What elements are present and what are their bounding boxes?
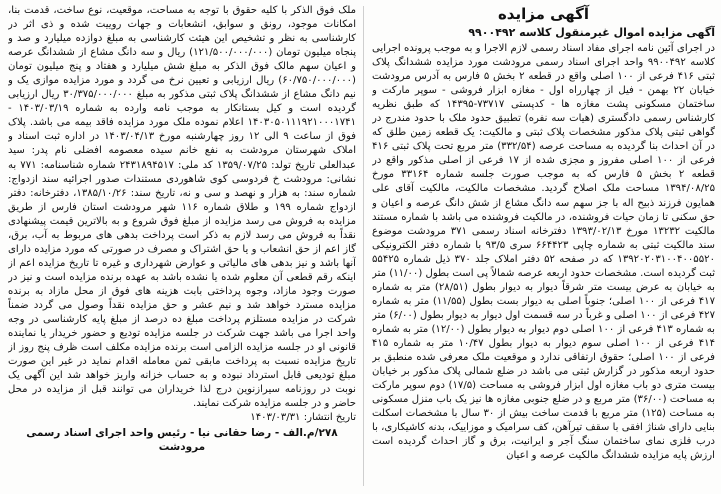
ad-body-right: در اجرای آئین نامه اجرای مفاد اسناد رسمی لازم الاجرا و به موجب پرونده اجرایی کلاسه ۹۹۰۰۴۹۲ واحد اجرای اسناد رسمی مرودشت مورد مزایده ششدانگ پلاک ثبتی ۴۱۶ فرعی از ۱۰۰ اصلی واقع در قطعه ۲ بخش ۵ فارس به آدرس مرودشت خیابان ۲۲ بهمن - فیل از چهارراه اول - مغازه ابزار فروشی - سوپر مارکت و ساختمان مسکونی پشت مغازه ها - کدپستی ۷۳۷۱۷-۱۴۳۹۵ که طبق نظریه کارشناس رسمی دادگستری (هیات سه نفره) تطبیق حدود ملک با حدود مندرج در گواهی ثبتی پلاک مذکور مشخصات پلاک ثبتی و مالکیت: یک قطعه زمین طلق که در آن احداث بنا گردیده به مساحت عرصه (۳۳۲/۵۴) متر مربع تحت پلاک ثبتی ۴۱۶ فرعی از ۱۰۰ اصلی مفروز و مجزی شده از ۱۷ فرعی از اصلی مذکور واقع در قطعه ۲ بخش ۵ فارس که به موجب صورت جلسه شماره ۳۳۱۶۴ مورخ ۱۳۹۴/۰۸/۲۵ مساحت ملک اصلاح گردید. مشخصات مالکیت، مالکیت آقای علی همایون فرزند ذبیح اله با جز سهم سه دانگ مشاع از شش دانگ عرصه و اعیان و حق سکنی تا زمان حیات فروشنده، در مالکیت فروشنده می باشد با شماره مستند مالکیت ۱۳۲۳۲ مورخ ۱۳۹۳/۰۲/۱۳ دفترخانه اسناد رسمی ۳۷۱ مرودشت موضوع سند مالکیت ثبتی به شماره چاپی ۶۶۴۴۲۳ سری ۹۳/۵ با شماره دفتر الکترونیکی ۱۳۹۲۰۲۰۳۱۰۰۴۰۰۵۵۲۰ که در صفحه ۵۲ دفتر املاک جلد ۳۷۰ ذیل شماره ۵۵۴۲۵ ثبت گردیده است. مشخصات حدود اربعه عرصه شمالاً پی است بطول (۱۱/۰۰) متر به خیابان به عرض بیست متر شرقاً دیوار به دیوار بطول (۲۸/۵۱) متر به شماره ۴۱۷ فرعی از ۱۰۰ اصلی؛ جنوباً اصلی به دیوار بست بطول (۱۱/۵۵) متر به شماره ۴۲۷ فرعی از ۱۰۰ اصلی و غرباً در سه قسمت اول دیوار به دیوار بطول (۶/۰۰) متر به شماره ۴۱۳ فرعی از ۱۰۰ اصلی دوم دیوار به دیوار بطول (۱۲/۰۰) متر به شماره ۴۱۴ فرعی از ۱۰۰ اصلی سوم دیوار به دیوار بطول ۱۰/۴۷ متر به شماره ۴۱۵ فرعی از ۱۰۰ اصلی؛ حقوق ارتفاقی ندارد و موقعیت ملک معرفی شده منطبق بر حدود اربعه مذکور در گزارش ثبتی می باشد در ضلع شمالی پلاک مذکور بر خیابان بیست متری دو باب مغازه اول ابزار فروشی به مساحت (۱۷/۵) دوم سوپر مارکت به مساحت (۳۶/۰۰) متر مربع و در ضلع جنوبی مغازه ها نیز یک باب منزل مسکونی به مساحت (۱۲۵) متر مربع با قدمت ساخت بیش از ۳۰ سال با مشخصات اسکلت بنایی دارای شناژ افقی با سقف تیرآهن، کف سرامیک و موزاییک، بدنه کاشیکاری، با درب فلزی نمای ساختمان سنگ آجر و ایرانیت، برق و گاز احداث گردیده است ارزش پایه مزایده ششدانگ مالکیت عرصه و اعیان xyxy=(372,43,715,462)
ad-body-left: ملک فوق الذکر با کلیه حقوق با توجه به مساحت، موقعیت، نوع ساخت، قدمت بنا، امکانات موجود، رونق و سوابق، انشعابات و جهات روییت شده و ذی اثر در کارشناسی به نظر و تشخیص این هیئت کارشناسی به مبلغ دوازده میلیارد و صد و پنجاه میلیون تومان (۱۲۱/۵۰۰/۰۰۰/۰۰۰) ریال و سه دانگ مشاع از ششدانگ عرصه و اعیان سهم مالک فوق الذکر به مبلغ شش میلیارد و هفتاد و پنج میلیون تومان (۶۰/۷۵۰/۰۰۰/۰۰۰) ریال ارزیابی و تعیین نرخ می گردد و مورد مزایده موازی یک و نیم دانگ مشاع از ششدانگ پلاک ثبتی مذکور به مبلغ ۳۰/۳۷۵/۰۰۰/۰۰۰ ریال ارزیابی گردیده است و کیل بستانکار به موجب نامه وارده به شماره ۱۴۰۳/۰۳/۱۹ - ۱۴۰۳۰۵۰۱۱۱۹۲۱۰۰۰۱۷۴۱ اعلام نموده ملک مورد مزایده فاقد بیمه می باشد. پلاک فوق از ساعت ۹ الی ۱۲ روز چهارشنبه مورخ ۱۴۰۳/۰۴/۱۳ در اداره ثبت اسناد و املاک شهرستان مرودشت به نفع خانم سیده معصومه افضلی نام پدر: سید عبدالعلی تاریخ تولد: ۱۳۵۹/۰۷/۲۵ کد ملی: ۲۴۳۱۸۹۴۵۱۷ شماره شناسنامه: ۷۷۱ به نشانی: مرودشت خ فردوسی کوی شاهوردی مستندات صدور اجرائیه سند ازدواج: شماره سند: به هزار و نهصد و سی و نه، تاریخ سند: ۱۳۸۵/۱۰/۲۶، دفترخانه: دفتر ازدواج شماره ۱۹۹ و طلاق شماره ۱۱۶ شهر مرودشت استان فارس از طریق مزایده به فروش می رسد مزایده از مبلغ فوق شروع و به بالاترین قیمت پیشنهادی نقداً به فروش می رسد لازم به ذکر است پرداخت بدهی های مربوط به آب، برق، گاز اعم از حق انشعاب و یا حق اشتراک و مصرف در صورتی که مورد مزایده دارای آنها باشد و نیز بدهی های مالیاتی و عوارض شهرداری و غیره تا تاریخ مزایده اعم از اینکه رقم قطعی آن معلوم شده یا نشده باشد به عهده برنده مزایده است و نیز در صورت وجود مازاد، وجوه پرداختی بابت هزینه های فوق از محل مازاد به برنده مزایده مسترد خواهد شد و نیم عشر و حق مزایده نقداً وصول می گردد ضمناً شرکت در مزایده مستلزم پرداخت مبلغ ده درصد از مبلغ پایه کارشناسی در وجه واحد اجرا می باشد جهت شرکت در جلسه مزایده تودیع و حضور خریدار یا نماینده قانونی او در جلسه مزایده الزامی است برنده مزایده مکلف است ظرف پنج روز از تاریخ مزایده نسبت به پرداخت مابقی ثمن معامله اقدام نماید در غیر این صورت مبلغ تودیعی قابل استرداد نبوده و به حساب خزانه واریز خواهد شد این آگهی یک نوبت در روزنامه سیرازنوین درج لذا خریداران می توانند قبل از مزایده در محل حاضر و در جلسه مزایده شرکت نمایند. xyxy=(8,5,356,410)
ad-left-column xyxy=(8,4,356,484)
ad-title: آگهی مزایده xyxy=(497,5,590,23)
ad-right-column xyxy=(372,4,715,490)
ad-subtitle: آگهی مزایده اموال غیرمنقول کلاسه ۹۹۰۰۴۹۲ xyxy=(468,26,715,39)
column-divider xyxy=(363,6,364,486)
publish-date: تاریخ انتشار: ۱۴۰۳/۰۳/۳۱ xyxy=(250,412,356,424)
ad-signature: ۲۷۸/م.الف - رضا حقانی نیا - رئیس واحد اجرای اسناد رسمی مرودشت xyxy=(26,427,338,454)
